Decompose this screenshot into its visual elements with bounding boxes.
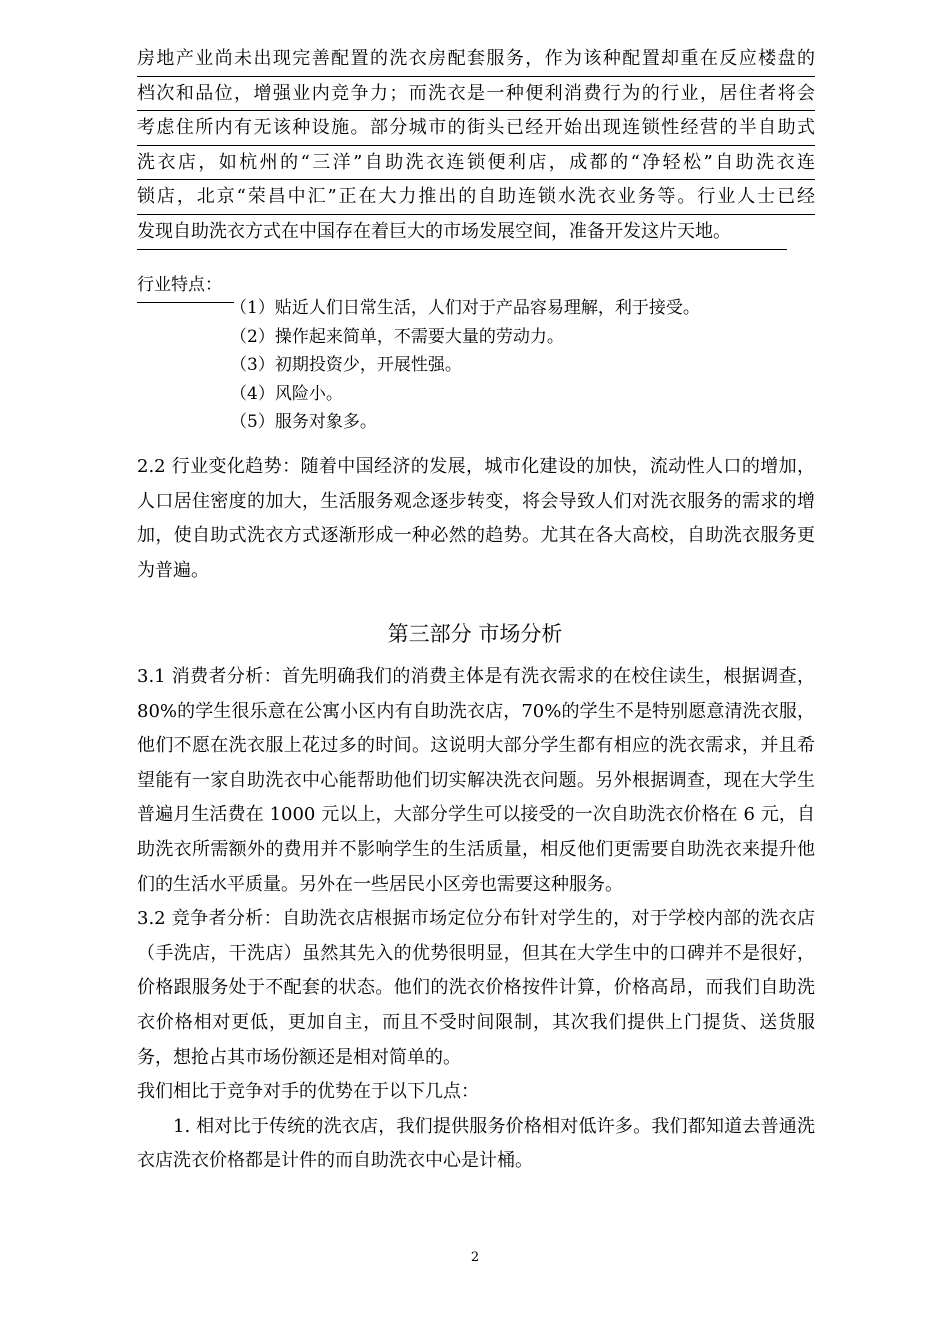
advantage-intro: 我们相比于竞争对手的优势在于以下几点： <box>137 1081 479 1103</box>
page-number: 2 <box>470 1250 480 1265</box>
features-list <box>230 294 700 437</box>
intro-paragraph <box>137 42 815 250</box>
intro-line: 房地产业尚未出现完善配置的洗衣房配套服务，作为该种配置却重在反应楼盘的 <box>137 42 815 77</box>
intro-line: 洗衣店，如杭州的“三洋”自助洗衣连锁便利店，成都的“净轻松”自助洗衣连 <box>137 146 815 181</box>
section-title: 第三部分 市场分析 <box>387 622 563 646</box>
feature-item: （2）操作起来简单，不需要大量的劳动力。 <box>230 326 564 347</box>
features-heading: 行业特点： <box>137 268 234 303</box>
intro-line: 锁店，北京“荣昌中汇”正在大力推出的自助连锁水洗衣业务等。行业人士已经 <box>137 180 815 215</box>
intro-line: 考虑住所内有无该种设施。部分城市的街头已经开始出现连锁性经营的半自助式 <box>137 111 815 146</box>
intro-line: 发现自助洗衣方式在中国存在着巨大的市场发展空间，准备开发这片天地。 <box>137 215 787 250</box>
feature-item: （3）初期投资少，开展性强。 <box>230 355 462 375</box>
feature-item: （1）贴近人们日常生活，人们对于产品容易理解，利于接受。 <box>230 298 700 318</box>
feature-item: （5）服务对象多。 <box>230 412 377 432</box>
advantage-item: 1. 相对比于传统的洗衣店，我们提供服务价格相对低许多。我们都知道去普通洗衣店洗衣价格都是计件的而自助洗衣中心是计桶。 <box>137 1115 815 1172</box>
intro-line: 档次和品位，增强业内竞争力；而洗衣是一种便利消费行为的行业，居住者将会 <box>137 77 815 112</box>
feature-item: （4）风险小。 <box>230 383 343 404</box>
trend-paragraph: 2.2 行业变化趋势：随着中国经济的发展，城市化建设的加快，流动性人口的增加，人口居住密度的加大，生活服务观念逐步转变，将会导致人们对洗衣服务的需求的增加，使自助式洗衣方式逐渐形成一种必然的趋势。尤其在各大高校，自助洗衣服务更为普遍。 <box>137 456 815 581</box>
consumer-analysis-paragraph: 3.1 消费者分析：首先明确我们的消费主体是有洗衣需求的在校住读生，根据调查，80%的学生很乐意在公寓小区内有自助洗衣店，70%的学生不是特别愿意清洗衣服，他们不愿在洗衣服上花过多的时间。这说明大部分学生都有相应的洗衣需求，并且希望能有一家自助洗衣中心能帮助他们切实解决洗衣问题。另外根据调查，现在大学生普遍月生活费在 1000 元以上，大部分学生可以接受的一次自助洗衣价格在 6 元，自助洗衣所需额外的费用并不影响学生的生活质量，相反他们更需要自助洗衣来提升他们的生活水平质量。另外在一些居民小区旁也需要这种服务。 <box>137 666 815 895</box>
competitor-analysis-paragraph: 3.2 竞争者分析：自助洗衣店根据市场定位分布针对学生的，对于学校内部的洗衣店（手洗店，干洗店）虽然其先入的优势很明显，但其在大学生中的口碑并不是很好，价格跟服务处于不配套的状态。他们的洗衣价格按件计算，价格高昂，而我们自助洗衣价格相对更低，更加自主，而且不受时间限制，其次我们提供上门提货、送货服务，想抢占其市场份额还是相对简单的。 <box>137 908 815 1068</box>
